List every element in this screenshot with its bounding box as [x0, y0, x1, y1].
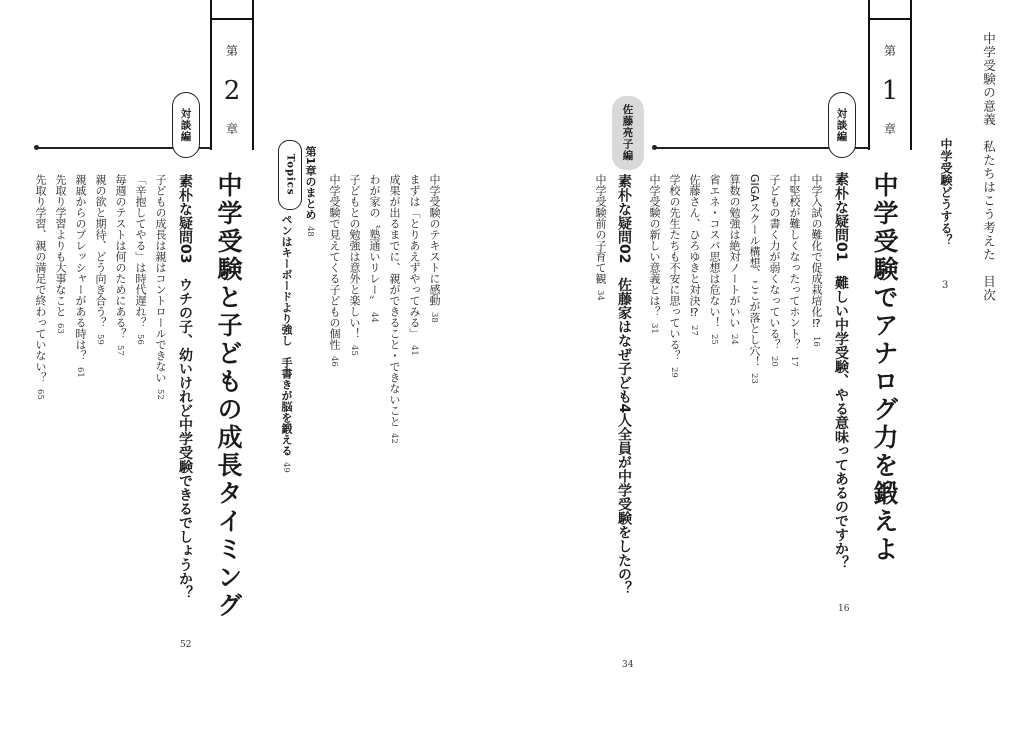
toc-entry[interactable]: 佐藤さん、ひろゆきと対決⁉27 — [688, 174, 701, 336]
section02-tag: 佐藤亮子編 — [612, 96, 644, 170]
chapter1-title[interactable]: 中学受験でアナログ力を鍛えよ — [870, 172, 899, 564]
section01-tag: 対談編 — [828, 92, 856, 158]
toc-entry[interactable]: 中学受験の新しい意義とは？31 — [648, 174, 661, 334]
toc-entry[interactable]: 成果が出るまでに、親ができること・できないこと42 — [388, 174, 401, 444]
toc-entry[interactable]: 中学受験前の子育て観34 — [594, 174, 607, 301]
intro-title[interactable]: 中学受験どうする？ — [939, 138, 953, 246]
toc-entry[interactable]: 親戚からのプレッシャーがある時は？61 — [74, 174, 87, 378]
section01-heading[interactable]: 素朴な疑問01 難しい中学受験、やる意味ってあるのですか？ — [833, 172, 849, 570]
toc-entry[interactable]: 中学受験のテキストに感動38 — [428, 174, 441, 323]
toc-entry[interactable]: 中堅校が難しくなったってホント？17 — [788, 174, 801, 367]
book-title: 中学受験の意義 私たちはこう考えた 目次 — [981, 32, 997, 302]
toc-entry[interactable]: 子どもの成長は親はコントロールできない52 — [154, 174, 167, 400]
toc-entry[interactable]: 先取り学習、親の満足で終わっていない？65 — [34, 174, 47, 400]
chapter1-number: 1 — [881, 76, 899, 106]
topics-tag: Topics — [278, 140, 302, 210]
section03-tag: 対談編 — [172, 92, 200, 158]
section03-heading-page: 52 — [180, 640, 192, 650]
toc-entry[interactable]: GIGAスクール構想、ここが落とし穴！23 — [748, 174, 761, 384]
toc-entry[interactable]: 子どもの書く力が弱くなっている？20 — [768, 174, 781, 367]
chapter2-rule-dot — [34, 145, 39, 150]
toc-entry[interactable]: 毎週のテストは何のためにある？57 — [114, 174, 127, 356]
toc-entry[interactable]: 中学入試の難化で促成栽培化⁉16 — [810, 174, 823, 347]
chapter2-marker: 第 2 章 — [210, 0, 254, 150]
section02-heading[interactable]: 素朴な疑問02 佐藤家はなぜ子ども4人全員が中学受験をしたの？ — [616, 174, 632, 596]
toc-entry[interactable]: 子どもとの勉強は意外と楽しい！45 — [348, 174, 361, 356]
section01-heading-page: 16 — [838, 604, 850, 614]
toc-entry[interactable]: まずは「とりあえずやってみる」41 — [408, 174, 421, 356]
intro-page: 3 — [942, 280, 949, 291]
section02-heading-page: 34 — [622, 660, 634, 670]
toc-entry[interactable]: 先取り学習よりも大事なこと63 — [54, 174, 67, 334]
toc-entry[interactable]: 算数の勉強は絶対ノートがいい24 — [728, 174, 741, 345]
toc-entry[interactable]: 省エネ・コスパ思想は危ない！25 — [708, 174, 721, 345]
toc-entry[interactable]: わが家の〝塾通いリレー〟44 — [368, 174, 381, 323]
toc-entry[interactable]: 中学受験で見えてくる子どもの個性46 — [328, 174, 341, 367]
chapter2-title[interactable]: 中学受験と子どもの成長タイミング — [214, 172, 243, 620]
chapter2-number: 2 — [223, 76, 241, 106]
section03-heading[interactable]: 素朴な疑問03 ウチの子、幼いけれど中学受験できるでしょうか？ — [177, 174, 193, 600]
chapter1-summary[interactable]: 第1章のまとめ48 — [304, 146, 317, 237]
chapter1-marker: 第 1 章 — [868, 0, 912, 150]
toc-entry[interactable]: 親の欲と期待、どう向き合う？59 — [94, 174, 107, 345]
topics-entry[interactable]: ペンはキーボードより強し 手書きが脳を鍛える49 — [280, 214, 293, 473]
toc-entry[interactable]: 学校の先生たちも不安に思っている？29 — [668, 174, 681, 378]
chapter1-rule-dot — [652, 145, 657, 150]
toc-entry[interactable]: 「辛抱してやる」は時代遅れ？56 — [134, 174, 147, 345]
